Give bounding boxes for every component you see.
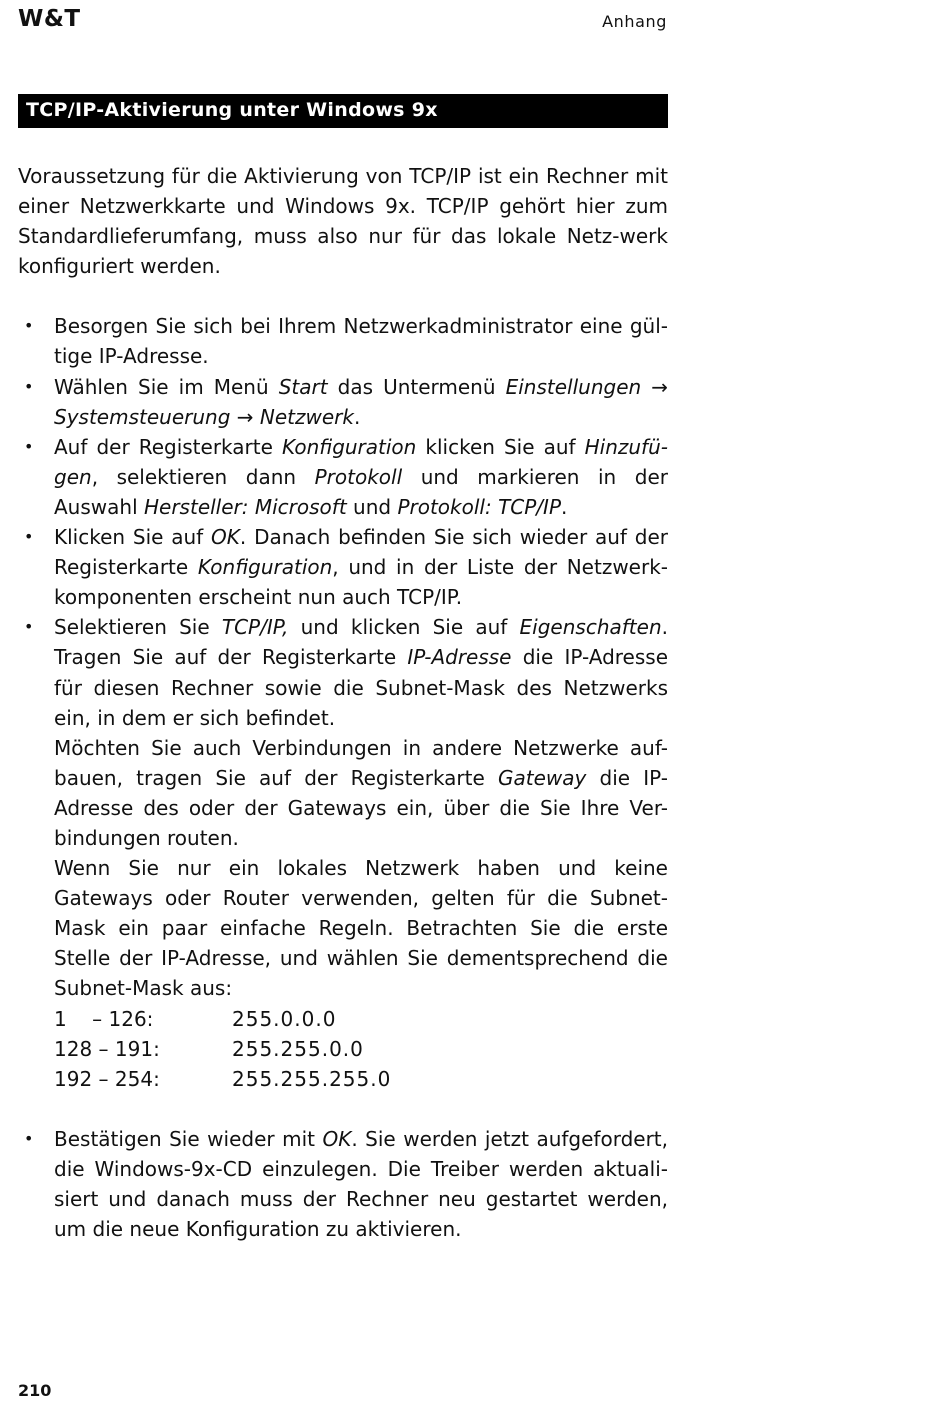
ui-term: TCP/IP,: [221, 615, 289, 640]
step-text: , und in der Liste der Netzwerk-komponenten erscheint nun auch TCP/IP.: [54, 555, 669, 610]
ui-term: Hinzufü-gen: [54, 434, 668, 489]
list-item: [18, 311, 668, 371]
step-text: die IP-Adresse des oder der Gateways ein, über die Sie Ihre Ver-bindungen routen.: [54, 765, 668, 850]
ui-term: IP-Adresse: [407, 645, 512, 670]
step-text: Selektieren Sie: [54, 615, 222, 640]
step-text: Bestätigen Sie wieder mit: [54, 1126, 323, 1151]
table-row: [54, 1034, 668, 1064]
table-row: [54, 1064, 668, 1094]
step-text: . Danach befinden Sie sich wieder auf der Registerkarte: [54, 525, 668, 580]
ui-term: Konfiguration: [281, 434, 417, 459]
step-text: .: [353, 404, 361, 429]
list-item: [18, 1124, 668, 1244]
bullet-icon: •: [24, 436, 34, 456]
bullet-icon: •: [24, 527, 34, 547]
step-text: und klicken Sie auf: [288, 615, 520, 640]
list-item: [18, 612, 668, 1094]
step-text: das Untermenü: [327, 374, 506, 399]
bullet-icon: •: [24, 617, 34, 637]
gateway-paragraph: [54, 733, 668, 853]
list-item: [18, 372, 668, 432]
bullet-icon: •: [24, 316, 34, 336]
subnet-mask-table: [54, 1004, 668, 1094]
ui-term: Konfiguration: [197, 555, 333, 580]
section-title: TCP/IP-Aktivierung unter Windows 9x: [18, 94, 668, 128]
step-text: .: [561, 494, 568, 519]
step-text: Auf der Registerkarte: [54, 434, 282, 459]
subnet-mask: 255.0.0.0: [232, 1006, 337, 1031]
list-item: [18, 432, 668, 522]
running-header-section: Anhang: [602, 12, 667, 31]
ip-range: 1 – 126:: [54, 1006, 154, 1031]
publisher-logo: W&T: [18, 6, 81, 32]
ui-term: Protokoll: TCP/IP: [397, 494, 562, 519]
step-text: . Sie werden jetzt aufgefordert, die Windows-9x-CD einzulegen. Die Treiber werden aktuali-siert und danach muss der Rechner neu gestartet werden, um die neue Konfiguration zu aktivieren.: [54, 1126, 668, 1242]
ip-range: 192 – 254:: [54, 1066, 160, 1091]
ui-term: Eigenschaften: [519, 615, 662, 640]
ui-term: Protokoll: [314, 464, 403, 489]
ui-term: OK: [322, 1126, 352, 1151]
list-item: [18, 522, 668, 612]
step-text: klicken Sie auf: [416, 434, 585, 459]
step-text: Klicken Sie auf: [54, 525, 212, 550]
bullet-icon: •: [24, 1128, 34, 1148]
subnet-mask: 255.255.255.0: [232, 1066, 392, 1091]
ui-term: Hersteller: Microsoft: [143, 494, 347, 519]
intro-paragraph: Voraussetzung für die Aktivierung von TCP/IP ist ein Rechner mit einer Netzwerkkarte und Windows 9x. TCP/IP gehört hier zum Standardlieferumfang, muss also nur für das lokale Netz-werk konfiguriert werden.: [18, 164, 668, 279]
step-paragraph: [54, 612, 668, 732]
step-text: . Tragen Sie auf der Registerkarte: [54, 615, 668, 670]
ui-term: OK: [211, 525, 240, 550]
step-text: Besorgen Sie sich bei Ihrem Netzwerkadministrator eine gül-tige IP-Adresse.: [54, 314, 668, 369]
body-content: [18, 161, 668, 1244]
menu-path: Einstellungen → Systemsteuerung → Netzwerk: [54, 374, 669, 429]
step-list: [18, 311, 668, 1244]
menu-path: Start: [278, 374, 328, 399]
step-text: Wählen Sie im Menü: [54, 374, 279, 399]
step-text: die IP-Adresse für diesen Rechner sowie die Subnet-Mask des Netzwerks ein, in dem er sich befindet.: [54, 645, 669, 730]
subnet-mask: 255.255.0.0: [232, 1036, 364, 1061]
step-text: , selektieren dann: [91, 464, 315, 489]
subnet-rules-paragraph: Wenn Sie nur ein lokales Netzwerk haben und keine Gateways oder Router verwenden, gelten für die Subnet-Mask ein paar einfache Regeln. Betrachten Sie die erste Stelle der IP-Adresse, und wählen Sie dementsprechend die Subnet-Mask aus:: [54, 856, 668, 1001]
ip-range: 128 – 191:: [54, 1036, 160, 1061]
ui-term: Gateway: [497, 765, 587, 790]
bullet-icon: •: [24, 376, 34, 396]
step-text: und markieren in der Auswahl: [54, 464, 668, 519]
step-text: und: [346, 494, 398, 519]
table-row: [54, 1004, 668, 1034]
step-text: Möchten Sie auch Verbindungen in andere Netzwerke auf-bauen, tragen Sie auf der Registerkarte: [54, 735, 668, 790]
page-number: 210: [18, 1381, 52, 1400]
